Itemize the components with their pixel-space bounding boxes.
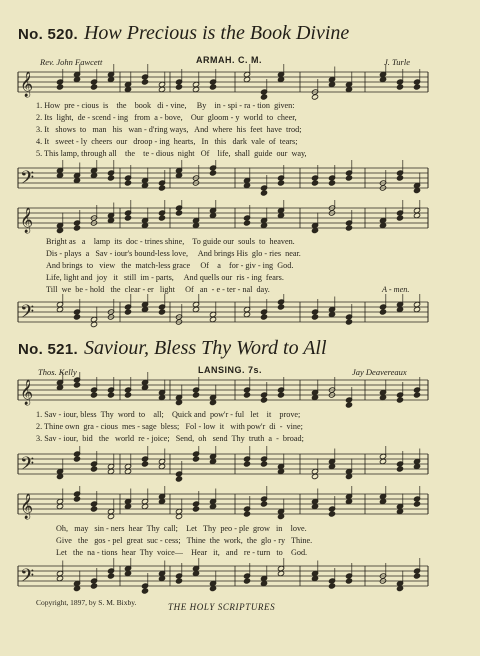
clef-icon: 𝄢: [20, 168, 35, 193]
hymn-520-heading: [18, 22, 349, 45]
hymn-520-verse-3b: And brings to view the match-less grace Of a for - giv - ing God.: [46, 261, 294, 270]
clef-icon: 𝄢: [20, 566, 35, 591]
hymn-520-verse-4b: Life, light and joy it still im - parts, And quells our ris - ing fears.: [46, 273, 284, 282]
hymn-521-system-2-treble: [0, 486, 480, 526]
clef-icon: 𝄢: [20, 454, 35, 479]
hymn-520-verse-1b: Bright as a lamp its doc - trines shine, To guide our souls to heaven.: [46, 237, 295, 246]
clef-icon: 𝄢: [20, 302, 35, 327]
hymn-521-verse-2: 2. Thine own gra - cious mes - sage bless; Fol - low it with pow'r di - vine;: [36, 422, 303, 431]
hymn-520-number: No. 520.: [18, 26, 78, 43]
hymn-520-verse-3: 3. It shows to man his wan - d'ring ways, And where his feet have trod;: [36, 125, 302, 134]
hymn-520-verse-1: 1. How pre - cious is the book di - vine, By in - spi - ra - tion given:: [36, 101, 295, 110]
hymn-520-verse-4: 4. It sweet - ly cheers our droop - ing hearts, In this dark vale of tears;: [36, 137, 298, 146]
hymn-520-title: How Precious is the Book Divine: [83, 22, 350, 44]
clef-icon: 𝄞: [20, 72, 34, 97]
hymn-521-verse-1b: Oh, may sin - ners hear Thy call; Let Thy peo - ple grow in love.: [56, 524, 307, 533]
hymn-521-system-2-bass: [0, 558, 480, 598]
hymn-520-author: Rev. John Fawcett: [40, 57, 103, 67]
clef-icon: 𝄞: [20, 380, 34, 405]
hymn-521-heading: [18, 337, 327, 360]
hymn-520-tune: ARMAH. C. M.: [196, 55, 262, 65]
hymn-520-amen: A - men.: [382, 285, 410, 294]
hymn-521-verse-3b: Let the na - tions hear Thy voice— Hear it, and re - turn to God.: [56, 548, 308, 557]
clef-icon: 𝄞: [20, 208, 34, 233]
hymn-520-verse-5b: Till we be - hold the clear - er light Of an - e - ter - nal day.: [46, 285, 270, 294]
hymn-520-system-2-bass: [0, 294, 480, 334]
hymn-521-tune: LANSING. 7s.: [198, 365, 263, 375]
clef-icon: 𝄞: [20, 494, 34, 519]
hymn-520-system-1-bass: [0, 160, 480, 200]
hymn-521-system-1-bass: [0, 446, 480, 486]
hymn-520-composer: J. Turle: [384, 57, 410, 67]
hymn-521-number: No. 521.: [18, 341, 78, 358]
hymn-521-verse-3: 3. Sav - iour, bid the world re - joice; Send, oh send Thy truth a - broad;: [36, 434, 304, 443]
hymn-521-verse-2b: Give the gos - pel great suc - cess; Thine the work, the glo - ry Thine.: [56, 536, 313, 545]
hymn-520-system-1-treble: [0, 64, 480, 104]
hymn-520-verse-2: 2. Its light, de - scend - ing from a - bove, Our gloom - y world to cheer,: [36, 113, 297, 122]
section-title: THE HOLY SCRIPTURES: [168, 602, 276, 612]
copyright-notice: Copyright, 1897, by S. M. Bixby.: [36, 598, 137, 607]
hymn-521-composer: Jay Deavereaux: [352, 367, 407, 377]
hymn-521-author: Thos. Kelly: [38, 367, 77, 377]
hymn-521-verse-1: 1. Sav - iour, bless Thy word to all; Quick and pow'r - ful let it prove;: [36, 410, 301, 419]
hymn-520-verse-2b: Dis - plays a Sav - iour's bound-less love, And brings His glo - ries near.: [46, 249, 301, 258]
hymn-521-title: Saviour, Bless Thy Word to All: [83, 337, 327, 359]
hymn-520-system-2-treble: [0, 200, 480, 240]
hymn-520-verse-5: 5. This lamp, through all the te - dious night Of life, shall guide our way,: [36, 149, 307, 158]
hymn-521-system-1-treble: [0, 372, 480, 412]
